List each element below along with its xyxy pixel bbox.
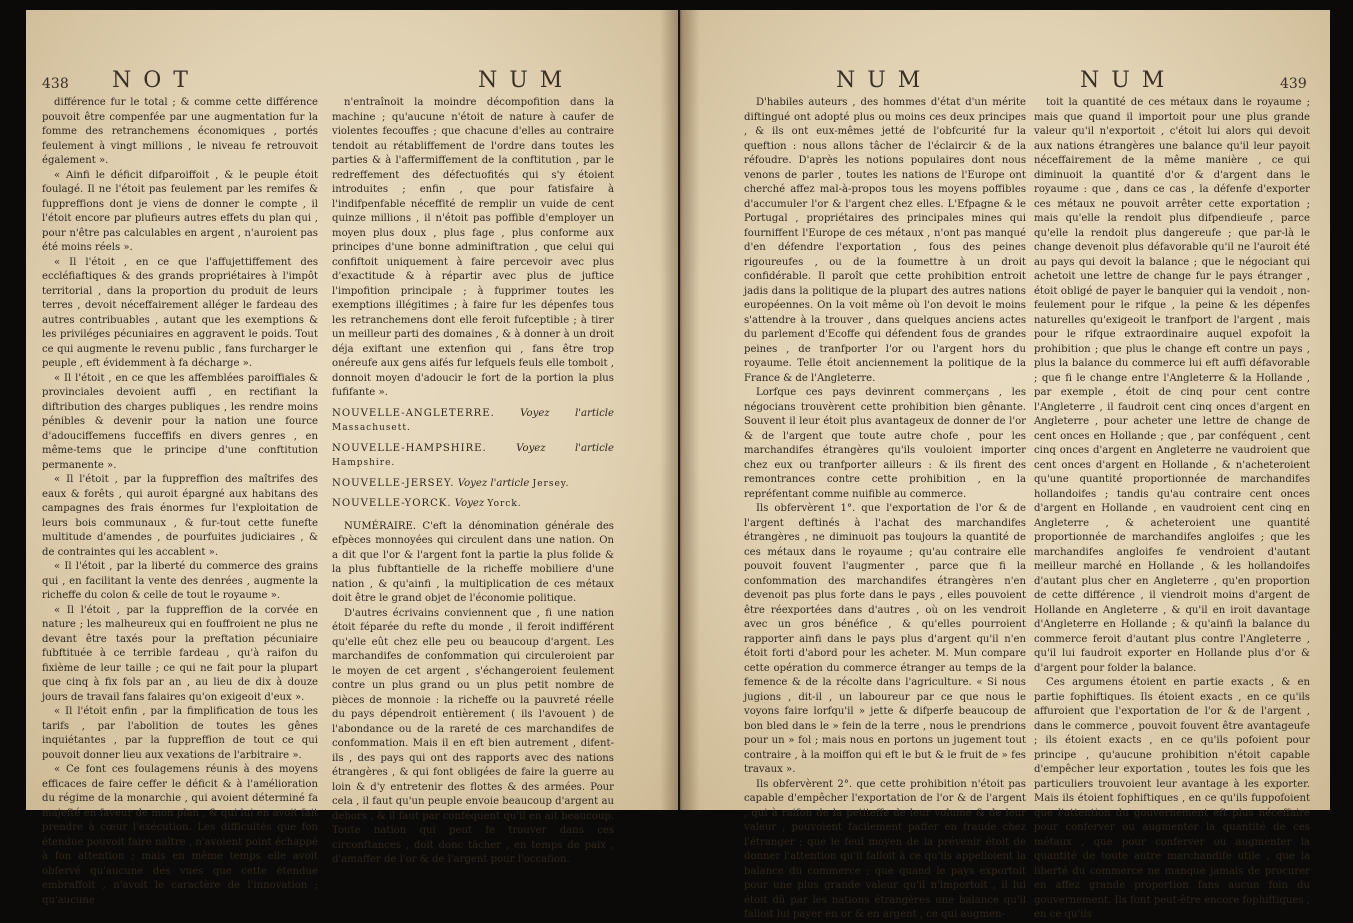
paragraph: D'autres écrivains conviennent que , fi une nation étoit féparée du refte du monde , il feroit indifférent qu'elle eût chez elle peu ou beaucoup d'argent. Les marchandifes de confommation qui circuleroient par le moyen de cet argent , s'échangeroient feulement contre un plus grand ou un plus petit nombre de pièces de monnoie : la richeffe ou la pauvreté réelle du pays dépendroit entièrement ( ils l'avouent ) de l'abondance ou de la rareté de ces marchandifes de confommation. Mais il en eft bien autrement , difent-ils , des pays qui ont des rapports avec des nations étrangères , & qui font obligées de faire la guerre au loin & d'y entretenir des flottes & des armées. Pour cela , il faut qu'un peuple envoie beaucoup d'argent au dehors , & il faut par conféquent qu'il en ait beaucoup. Toute nation qui peut fe trouver dans ces circonftances , doit donc tâcher , en temps de paix , d'amaffer de l'or & de l'argent pour l'occafion. <box>332 607 614 865</box>
column-1 <box>42 96 318 906</box>
paragraph: différence fur le total ; & comme cette différence pouvoit être compenfée par une augmentation fur la fomme des retranchemens économiques , portés feulement à vingt millions , le niveau fe retrouvoit également ». <box>42 97 318 166</box>
entry-nouvelle-jersey <box>332 477 614 492</box>
cross-reference: Voyez l'article <box>520 407 614 419</box>
reference-target: Yorck. <box>487 499 522 509</box>
running-head-right-1: NUM <box>836 68 933 93</box>
entry-nouvelle-hampshire <box>332 442 614 471</box>
right-page <box>680 10 1330 920</box>
paragraph: « Il l'étoit , en ce que les affemblées paroiffiales & provinciales devoient auffi , en rectifiant la diftribution des charges publiques , les rendre moins pénibles & devenir pour la nation une fource d'adouciffemens fucceffifs en divers genres , en même-tems que le principe d'une conftitution permanente ». <box>42 372 318 471</box>
reference-target: Jersey. <box>532 478 570 489</box>
headword: NOUVELLE-HAMPSHIRE. <box>332 442 487 454</box>
running-head-right-2: NUM <box>1080 68 1177 93</box>
paragraph: « Il l'étoit , par la fuppreffion des maîtrifes des eaux & forêts , qui auroit épargné aux habitans des campagnes des frais énormes fur l'exploitation de leurs bois communaux , & fur-tout cette funefte multitude d'amendes , de pourfuites judiciaires , & de contraintes qui les accablent ». <box>42 474 318 558</box>
column-3 <box>744 96 1026 920</box>
paragraph: « Il l'étoit , par la fuppreffion de la corvée en nature ; les malheureux qui en fouffroient ne plus ne devant être taxés pour la preftation pécuniaire fubftituée à ce terrible fardeau , qu'à raifon du fixième de leur taille ; ce qui ne fait pour la plupart que cinq à fix fols par an , au lieu de dix à douze jours de travail fans falaires qu'on exigeoit d'eux ». <box>42 604 318 703</box>
headword: NOUVELLE-JERSEY. <box>332 477 455 489</box>
headword: NOUVELLE-YORCK. <box>332 498 452 509</box>
column-4 <box>1034 96 1310 920</box>
paragraph: « Ainfi le déficit difparoiffoit , & le peuple étoit foulagé. Il ne l'étoit pas feulement par les remifes & fuppreffions dont je viens de donner le compte , il l'étoit encore par plufieurs autres effets du plan qui , pour n'être pas calculables en argent , n'auroient pas été moins réels ». <box>42 169 318 253</box>
headword: NOUVELLE-ANGLETERRE. <box>332 407 495 419</box>
page-number-left: 438 <box>42 76 69 92</box>
reference-target: Hampshire. <box>332 458 396 468</box>
cross-reference: Voyez <box>454 498 485 509</box>
entry-nouvelle-yorck <box>332 497 614 512</box>
paragraph: « Il l'étoit , en ce que l'affujettiffement des eccléfiaftiques & des grands propriétaires à l'impôt territorial , dans la proportion du produit de leurs terres , devoit néceffairement alléger le fardeau des autres contribuables , autant que les exemptions & les priviléges pécuniaires en aggravent le poids. Tout ce qui augmente le revenu public , fans furcharger le peuple , eft évidemment à fa décharge ». <box>42 256 318 369</box>
paragraph: n'entraînoit la moindre décompofition dans la machine ; qu'aucune n'étoit de nature à caufer de violentes fecouffes ; que chacune d'elles au contraire tendoit au rétabliffement de l'ordre dans toutes les parties & à l'affermiffement de la conftitution , par le redreffement des défectuofités qui s'y étoient introduites ; enfin , que pour fatisfaire à l'indifpenfable néceffité de remplir un vuide de cent quinze millions , il n'étoit pas poffible d'employer un moyen plus doux , plus fage , plus conforme aux principes d'une bonne adminiftration , que celui qui confiftoit uniquement à faire percevoir avec plus d'exactitude & à répartir avec plus de juftice l'impofition principale ; à fupprimer toutes les exemptions illégitimes ; à faire fur les dépenfes tous les retranchemens dont elle feroit fufceptible ; à tirer un meilleur parti des domaines , & à donner à un droit déja exiftant une extenfion qui , fans être trop onéreufe aux gens aifés fur lefquels feuls elle tomboit , donnoit moyen d'adoucir le fort de la portion la plus fufifante ». <box>332 97 614 398</box>
paragraph: Ces argumens étoient en partie exacts , & en partie fophiftiques. Ils étoient exacts , en ce qu'ils affuroient que l'exportation de l'or & de l'argent , dans le commerce , pouvoit fouvent être avantageufe ; ils étoient exacts , en ce qu'ils pofoient pour principe , qu'aucune prohibition n'étoit capable d'empêcher leur exportation , toutes les fois que les particuliers trouvoient leur avantage à les exporter. Mais ils étoient fophiftiques , en ce qu'ils fuppofoient que l'attention du gouvernement eft plus néceffaire pour conferver ou augmenter la quantité de ces métaux , que pour conferver ou augmenter la quantité de toute autre marchandife utile , que la liberté du commerce ne manque jamais de procurer en affez grande proportion fans aucun foin du gouvernement. Ils font peut-être encore fophiftiques , en ce qu'ils <box>1034 677 1310 920</box>
paragraph: Ils obfervèrent 2°. que cette prohibition n'étoit pas capable d'empêcher l'exportation de l'or & de l'argent , qui à raifon de la petiteffe de leur volume & de leur valeur , pouvoient facilement paffer en fraude chez l'étranger ; que le feul moyen de la prévenir étoit de donner l'attention qu'il falloit à ce qu'ils appelloient la balance du commerce ; que quand le pays exportoit pour une plus grande valeur qu'il n'importoit , il lui étoit dû par les nations étrangères une balance qu'il falloit lui payer en or & en argent , ce qui augmen- <box>744 778 1026 920</box>
running-head-left-1: NOT <box>112 68 200 93</box>
running-head-left-2: NUM <box>478 68 575 93</box>
paragraph: Ils obfervèrent 1°. que l'exportation de l'or & de l'argent deftinés à l'achat des marchandifes étrangères , ne diminuoit pas toujours la quantité de ces métaux dans le royaume ; qu'au contraire elle pouvoit fouvent l'augmenter , parce que fi la confommation des marchandifes étrangères n'en devenoit pas plus forte dans le pays , elles pouvoient être réexportées dans d'autres , où on les vendroit avec un gros bénéfice , & qu'elles pourroient rapporter ainfi dans le pays plus d'argent qu'il n'en étoit forti d'abord pour les acheter. M. Mun compare cette opération du commerce étranger au temps de la femence & de la récolte dans l'agriculture. « Si nous jugions , dit-il , un laboureur par ce que nous le voyons faire lorfqu'il » jette & difperfe beaucoup de bon bled dans le » fein de la terre , nous le prendrions pour un » fol ; mais nous en portons un jugement tout contraire , à la moiffon qui eft le but & le fruit de » fes travaux ». <box>744 503 1026 775</box>
paragraph: toit la quantité de ces métaux dans le royaume ; mais que quand il importoit pour une plus grande valeur qu'il n'exportoit , c'étoit lui alors qui devoit aux nations étrangères une balance qu'il leur payoit néceffairement de la même manière , ce qui diminuoit la quantité d'or & d'argent dans le royaume : que , dans ce cas , la défenfe d'exporter ces métaux ne pouvoit arrêter cette exportation ; mais qu'elle la rendoit plus difpendieufe , parce qu'elle la rendoit plus dangereufe ; que par-là le change devenoit plus défavorable qu'il ne l'auroit été au pays qui devoit la balance ; que le négociant qui achetoit une lettre de change fur le pays étranger , étoit obligé de payer le banquier qui la vendoit , non-feulement pour le rifque , la peine & les dépenfes naturelles qu'exigeoit le tranfport de l'argent , mais pour le rifque extraordinaire auquel expofoit la prohibition ; que plus le change eft contre un pays , plus la balance du commerce lui eft auffi défavorable ; que fi le change entre l'Angleterre & la Hollande , par exemple , étoit de cinq pour cent contre l'Angleterre , il faudroit cent cinq onces d'argent en Angleterre , pour acheter une lettre de change de cent onces en Hollande ; que , par conféquent , cent cinq onces d'argent en Angleterre ne vaudroient que cent onces d'argent en Hollande , & n'acheteroient qu'une quantité proportionnée de marchandifes hollandoifes ; tandis qu'au contraire cent onces d'argent en Hollande , en vaudroient cent cinq en Angleterre , & acheteroient une quantité proportionnée de marchandifes angloifes ; que les marchandifes angloifes fe vendroient d'autant meilleur marché en Hollande , & les hollandoifes d'autant plus cher en Angleterre , qu'en proportion de cette différence , il viendroit moins d'argent de Hollande en Angleterre , & qu'il en iroit davantage d'Angleterre en Hollande ; & qu'ainfi la balance du commerce feroit d'autant plus contre l'Angleterre , qu'il lui faudroit exporter en Hollande plus d'or & d'argent pour folder la balance. <box>1034 97 1310 674</box>
paragraph: « Il l'étoit , par la liberté du commerce des grains qui , en facilitant la vente des denrées , augmente la richeffe du colon & celle de tout le royaume ». <box>42 561 318 601</box>
cross-reference: Voyez l'article <box>457 477 530 489</box>
cross-reference: Voyez l'article <box>516 442 614 454</box>
left-page <box>26 10 678 906</box>
entry-nouvelle-angleterre <box>332 407 614 436</box>
paragraph: D'habiles auteurs , des hommes d'état d'un mérite diftingué ont adopté plus ou moins ces deux principes , & ils ont eux-mêmes jetté de l'obfcurité fur la queftion : nous allons tâcher de l'éclaircir & de la réfoudre. D'après les notions populaires dont nous venons de parler , toutes les nations de l'Europe ont cherché affez mal-à-propos tous les moyens poffibles d'accumuler l'or & l'argent chez elles. L'Efpagne & le Portugal , propriétaires des principales mines qui fourniffent l'Europe de ces métaux , n'ont pas manqué d'en défendre l'exportation , fous des peines rigoureufes , ou de la foumettre à un droit confidérable. Il paroît que cette prohibition entroit jadis dans la politique de la plupart des autres nations européennes. On la voit même où l'on devoit le moins s'attendre à la trouver , dans quelques anciens actes du parlement d'Ecoffe qui défendent fous de grandes peines , de tranfporter l'or ou l'argent hors du royaume. Telle étoit anciennement la politique de la France & de l'Angleterre. <box>744 97 1026 384</box>
entry-numeraire: NUMÉRAIRE. C'eft la dénomination générale des efpèces monnoyées qui circulent dans une nation. On a dit que l'or & l'argent font la partie la plus folide & la plus fubftantielle de la richeffe mobiliere d'une nation , & qu'ainfi , la multiplication de ces métaux doit être le grand objet de l'économie politique. <box>332 520 614 604</box>
paragraph: Lorfque ces pays devinrent commerçans , les négocians trouvèrent cette prohibition bien gênante. Souvent il leur étoit plus avantageux de donner de l'or & de l'argent que toute autre chofe , pour les marchandifes étrangères qu'ils vouloient importer chez eux ou tranfporter ailleurs : & ils firent des remontrances contre cette prohibition , en la repréfentant comme nuifible au commerce. <box>744 387 1026 500</box>
book-gutter-shadow <box>660 10 700 810</box>
page-number-right: 439 <box>1280 76 1307 92</box>
paragraph: « Ce font ces foulagemens réunis à des moyens efficaces de faire ceffer le déficit & à l'amélioration du régime de la monarchie , qui avoient déterminé fa majefté en faveur de mon plan , & qui lui en avoit fait prendre à cœur l'exécution. Les difficultés que fon étendue pouvoit faire naître , n'avoient point échappé à fon attention ; mais en même temps elle avoit obfervé qu'aucune des vues que cette étendue embraffoit , n'avoit le caractère de l'innovation ; qu'aucune <box>42 764 318 906</box>
reference-target: Massachusett. <box>332 423 411 433</box>
paragraph: « Il l'étoit enfin , par la fimplification de tous les tarifs , par l'abolition de toutes les gênes inquiétantes , par la fuppreffion de tout ce qui pouvoit donner lieu aux vexations de l'arbitraire ». <box>42 706 318 761</box>
column-2 <box>332 96 614 865</box>
